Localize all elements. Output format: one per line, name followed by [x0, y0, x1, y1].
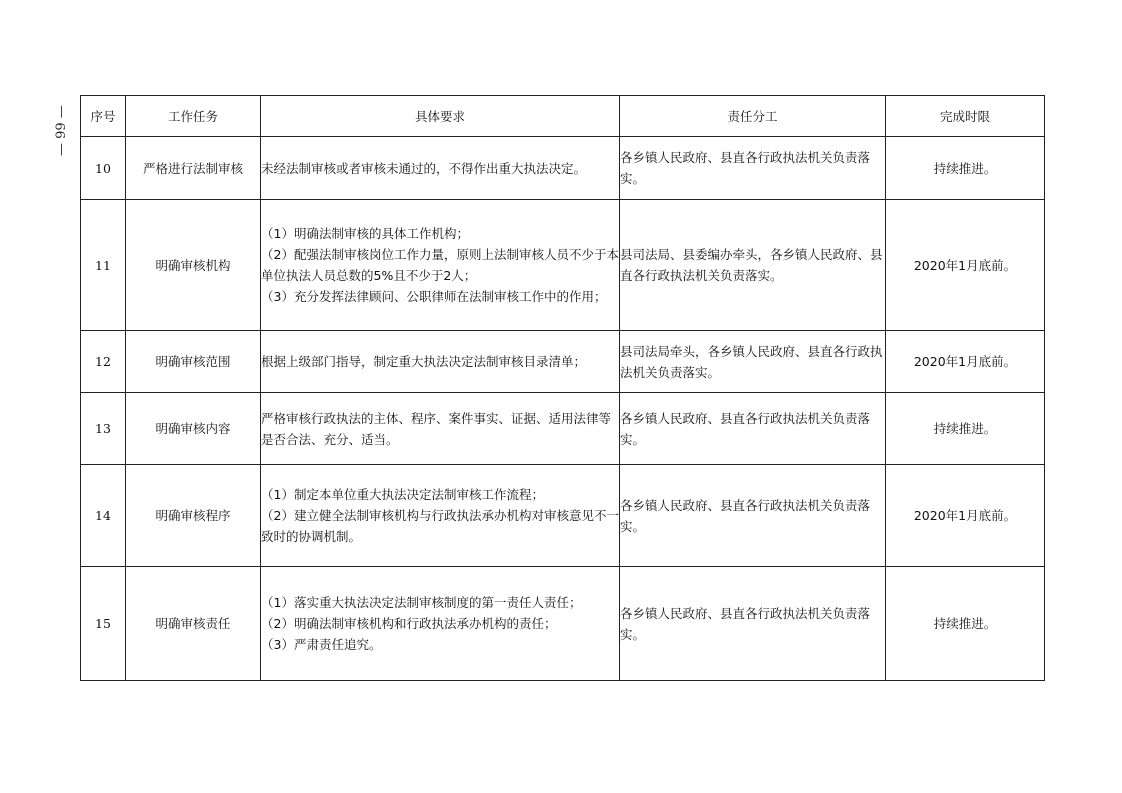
row-responsibility: 各乡镇人民政府、县直各行政执法机关负责落实。: [620, 567, 886, 681]
table-row: [81, 200, 1045, 331]
row-responsibility: 各乡镇人民政府、县直各行政执法机关负责落实。: [620, 393, 886, 465]
header-requirement: 具体要求: [261, 96, 620, 137]
table-row: [81, 393, 1045, 465]
row-requirement: [261, 465, 620, 567]
row-requirement: [261, 331, 620, 393]
table-row: [81, 331, 1045, 393]
row-deadline: 2020年1月底前。: [886, 465, 1045, 567]
row-responsibility: 县司法局牵头，各乡镇人民政府、县直各行政执法机关负责落实。: [620, 331, 886, 393]
header-responsibility: 责任分工: [620, 96, 886, 137]
requirement-line: （1）明确法制审核的具体工作机构；: [261, 226, 469, 241]
row-task: 严格进行法制审核: [126, 137, 261, 200]
row-deadline: 2020年1月底前。: [886, 200, 1045, 331]
row-requirement: [261, 137, 620, 200]
requirement-line: （2）配强法制审核岗位工作力量，原则上法制审核人员不少于本单位执法人员总数的5%且不少于2人；: [261, 247, 619, 283]
row-responsibility: 县司法局、县委编办牵头，各乡镇人民政府、县直各行政执法机关负责落实。: [620, 200, 886, 331]
requirement-line: （1）落实重大执法决定法制审核制度的第一责任人责任；: [261, 595, 582, 610]
row-seq: 12: [81, 331, 126, 393]
row-task: 明确审核程序: [126, 465, 261, 567]
row-seq: 11: [81, 200, 126, 331]
requirement-line: （3）严肃责任追究。: [261, 637, 382, 652]
row-deadline: 持续推进。: [886, 567, 1045, 681]
row-requirement: [261, 200, 620, 331]
task-table: [80, 95, 1045, 681]
requirement-line: （2）明确法制审核机构和行政执法承办机构的责任；: [261, 616, 557, 631]
row-responsibility: 各乡镇人民政府、县直各行政执法机关负责落实。: [620, 137, 886, 200]
row-seq: 15: [81, 567, 126, 681]
row-deadline: 持续推进。: [886, 393, 1045, 465]
requirement-line: （3）充分发挥法律顾问、公职律师在法制审核工作中的作用；: [261, 289, 607, 304]
row-seq: 10: [81, 137, 126, 200]
requirement-line: （1）制定本单位重大执法决定法制审核工作流程；: [261, 487, 544, 502]
row-deadline: 持续推进。: [886, 137, 1045, 200]
requirement-line: 未经法制审核或者审核未通过的，不得作出重大执法决定。: [261, 160, 587, 176]
table-row: [81, 567, 1045, 681]
row-task: 明确审核责任: [126, 567, 261, 681]
row-requirement: [261, 393, 620, 465]
row-seq: 13: [81, 393, 126, 465]
row-seq: 14: [81, 465, 126, 567]
table-row: [81, 465, 1045, 567]
row-task: 明确审核内容: [126, 393, 261, 465]
requirement-line: 严格审核行政执法的主体、程序、案件事实、证据、适用法律等是否合法、充分、适当。: [261, 410, 612, 447]
row-task: 明确审核机构: [126, 200, 261, 331]
row-requirement: [261, 567, 620, 681]
row-responsibility: 各乡镇人民政府、县直各行政执法机关负责落实。: [620, 465, 886, 567]
page-number: — 99 —: [54, 105, 69, 157]
row-deadline: 2020年1月底前。: [886, 331, 1045, 393]
header-task: 工作任务: [126, 96, 261, 137]
header-seq: 序号: [81, 96, 126, 137]
row-task: 明确审核范围: [126, 331, 261, 393]
table-row: [81, 137, 1045, 200]
header-row: [81, 96, 1045, 137]
requirement-line: 根据上级部门指导，制定重大执法决定法制审核目录清单；: [261, 354, 587, 369]
requirement-line: （2）建立健全法制审核机构与行政执法承办机构对审核意见不一致时的协调机制。: [261, 508, 619, 544]
header-deadline: 完成时限: [886, 96, 1045, 137]
